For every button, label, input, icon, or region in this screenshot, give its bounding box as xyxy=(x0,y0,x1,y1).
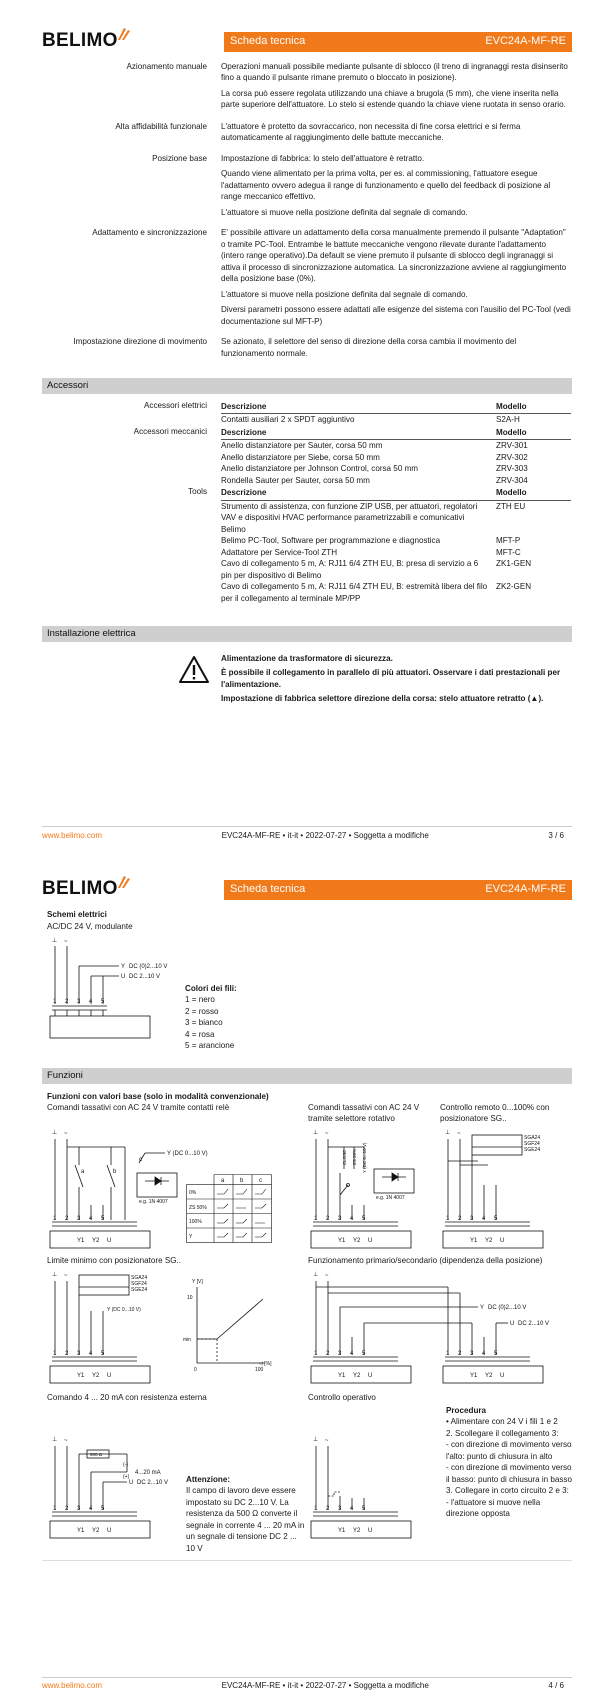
footer-doc: EVC24A-MF-RE • it-it • 2022-07-27 • Soggetta a modifiche xyxy=(221,1681,429,1690)
function-paragraph: E' possibile attivare un adattamento della corsa manualmente premendo il pulsante "Adaptation" o tramite PC-Tool. Entrambe le battute meccaniche vengono rilevate durante l'adattamento (intero range operativo).Da default se viene premuto il pulsante di sblocco degli ingranaggi si attiva il processo di sincronizzazione automatica. La sincronizzazione avviene al raggiungimento della posizione base (0%). xyxy=(221,228,567,284)
svg-text:5: 5 xyxy=(494,1216,498,1222)
svg-text:Y [V]: Y [V] xyxy=(192,1279,203,1285)
svg-text:5: 5 xyxy=(362,1216,366,1222)
procedura-block xyxy=(446,1405,572,1520)
svg-text:4: 4 xyxy=(350,1506,354,1512)
footer-page: 4 / 6 xyxy=(548,1681,564,1690)
svg-text:5: 5 xyxy=(101,999,105,1005)
label-dc-u: DC 2...10 V xyxy=(129,974,161,980)
procedura-step: 3. Collegare in corto circuito 2 e 3: xyxy=(446,1486,569,1496)
accessory-description: Adattatore per Service-Tool ZTH xyxy=(221,547,338,557)
svg-text:5: 5 xyxy=(101,1351,105,1357)
ground-symbol: ⊥ xyxy=(52,938,58,944)
svg-text:~: ~ xyxy=(457,1131,461,1137)
schemi-title: Schemi elettrici xyxy=(47,910,107,919)
colori-title: Colori dei fili: xyxy=(185,984,237,993)
footer-url[interactable]: www.belimo.com xyxy=(42,1681,103,1690)
svg-text:2: 2 xyxy=(458,1351,462,1357)
funzioni-section-header: Funzioni xyxy=(42,1068,572,1084)
label-u: U xyxy=(121,974,126,980)
svg-text:1: 1 xyxy=(53,999,57,1005)
warning-3: Impostazione di fabbrica selettore direzione della corsa: stelo attuatore retratto (▲). xyxy=(221,694,544,704)
warnings-block xyxy=(221,653,571,705)
accessory-model: ZK1-GEN xyxy=(496,559,532,569)
svg-text:2: 2 xyxy=(65,999,69,1005)
function-paragraph: Diversi parametri possono essere adattati alle esigenze del sistema con l'ausilio del PC-Tool (vedi documentazione sul MFT-P) xyxy=(221,305,571,326)
warning-1: Alimentazione da trasformatore di sicurezza. xyxy=(221,654,393,663)
svg-text:2: 2 xyxy=(65,1506,69,1512)
header-model: EVC24A-MF-RE xyxy=(485,883,566,896)
svg-text:SGE24: SGE24 xyxy=(524,1147,541,1153)
wire-color-item: 2 = rosso xyxy=(185,1006,219,1016)
svg-text:~: ~ xyxy=(325,1273,329,1279)
svg-text:CLOSE: CLOSE xyxy=(342,1149,347,1165)
accessori-section-header: Accessori xyxy=(42,378,572,394)
svg-text:(-): (-) xyxy=(123,1462,128,1468)
header-bar xyxy=(224,32,572,52)
svg-text:DC (0)2...10 V: DC (0)2...10 V xyxy=(488,1305,527,1311)
svg-text:U: U xyxy=(368,1373,373,1379)
col-header-modello: Modello xyxy=(496,400,571,414)
accessory-description: Belimo PC-Tool, Software per programmazione e diagnostica xyxy=(221,536,441,546)
function-row-text xyxy=(221,227,571,331)
svg-text:~: ~ xyxy=(325,1131,329,1137)
accessori-group xyxy=(42,486,572,604)
logo-fan-icon xyxy=(116,26,132,40)
svg-text:3: 3 xyxy=(77,1351,81,1357)
svg-text:Y2: Y2 xyxy=(353,1238,361,1244)
caption-master-slave: Funzionamento primario/secondario (dipendenza della posizione) xyxy=(308,1256,543,1265)
svg-text:U: U xyxy=(368,1238,373,1244)
accessory-model: S2A-H xyxy=(496,415,520,425)
procedura-step: - con direzione di movimento verso l'alto: punto di chiusura in alto xyxy=(446,1440,572,1461)
svg-text:a: a xyxy=(81,1169,85,1175)
svg-text:a: a xyxy=(221,1178,225,1184)
function-paragraph: Se azionato, il selettore del senso di direzione della corsa cambia il movimento del funzionamento normale. xyxy=(221,337,517,358)
function-paragraph: L'attuatore si muove nella posizione definita dal segnale di comando. xyxy=(221,289,468,299)
svg-text:~: ~ xyxy=(64,1438,68,1444)
accessory-description: Strumento di assistenza, con funzione ZIP USB, per attuatori, regolatori VAV e dispositivi HVAC performance parametrizzabili e comunicativi Belimo xyxy=(221,501,478,534)
diagram-operativo xyxy=(308,1432,428,1542)
svg-text:4: 4 xyxy=(350,1216,354,1222)
function-row-label: Impostazione direzione di movimento xyxy=(73,337,207,347)
svg-text:Y1: Y1 xyxy=(77,1238,85,1244)
svg-text:1: 1 xyxy=(446,1216,450,1222)
accessory-model: MFT-P xyxy=(496,536,521,546)
svg-text:Y1: Y1 xyxy=(470,1373,478,1379)
function-row xyxy=(42,61,572,115)
svg-text:4...20 mA: 4...20 mA xyxy=(135,1470,161,1476)
svg-text:2: 2 xyxy=(65,1351,69,1357)
procedura-title: Procedura xyxy=(446,1406,487,1415)
function-row xyxy=(42,153,572,222)
col-header-descrizione: Descrizione xyxy=(221,400,496,414)
accessory-description: Anello distanziatore per Johnson Control, corsa 50 mm xyxy=(221,464,419,474)
caption-relay: Comandi tassativi con AC 24 V tramite contatti relè xyxy=(47,1103,230,1112)
caption-operativo: Controllo operativo xyxy=(308,1393,376,1402)
label-y: Y xyxy=(121,964,126,970)
attenzione-block xyxy=(186,1474,306,1554)
attenzione-title: Attenzione: xyxy=(186,1475,231,1484)
function-row xyxy=(42,336,572,363)
svg-text:SGE24: SGE24 xyxy=(131,1287,148,1293)
svg-text:Y2: Y2 xyxy=(92,1238,100,1244)
col-header-descrizione: Descrizione xyxy=(221,426,496,440)
accessory-description: Anello distanziatore per Siebe, corsa 50 mm xyxy=(221,452,380,462)
svg-text:⊥: ⊥ xyxy=(313,1437,319,1443)
belimo-logo: BELIMO xyxy=(42,26,132,50)
accessory-model: MFT-C xyxy=(496,547,521,557)
svg-text:Y1: Y1 xyxy=(77,1528,85,1534)
svg-text:1: 1 xyxy=(314,1351,318,1357)
svg-text:U: U xyxy=(368,1528,373,1534)
accessory-model: ZRV-302 xyxy=(496,452,528,462)
svg-text:b: b xyxy=(113,1169,117,1175)
function-paragraph: L'attuatore si muove nella posizione definita dal segnale di comando. xyxy=(221,207,468,217)
svg-text:Y2: Y2 xyxy=(485,1373,493,1379)
svg-text:Y2: Y2 xyxy=(92,1373,100,1379)
svg-text:1: 1 xyxy=(446,1351,450,1357)
svg-text:4: 4 xyxy=(482,1216,486,1222)
label-dc-y: DC (0)2...10 V xyxy=(129,964,168,970)
diagram-rule xyxy=(42,1560,572,1561)
footer-doc: EVC24A-MF-RE • it-it • 2022-07-27 • Soggetta a modifiche xyxy=(221,831,429,840)
svg-text:Y1: Y1 xyxy=(338,1238,346,1244)
caption-rotary: Comandi tassativi con AC 24 V tramite selettore rotativo xyxy=(308,1103,420,1124)
svg-text:U: U xyxy=(129,1480,134,1486)
function-paragraph: Impostazione di fabbrica: lo stelo dell'attuatore è retratto. xyxy=(221,153,425,163)
function-paragraph: La corsa può essere regolata utilizzando una chiave a brugola (5 mm), che viene inserita nella parte superiore dell'attuatore. Lo stelo si estende quando la chiave viene ruotata in senso orario. xyxy=(221,88,566,110)
accessory-model: ZK2-GEN xyxy=(496,582,532,592)
accessori-group xyxy=(42,400,572,426)
svg-text:Y2: Y2 xyxy=(92,1528,100,1534)
svg-text:U: U xyxy=(107,1238,112,1244)
accessory-model: ZRV-303 xyxy=(496,464,528,474)
svg-text:⊥: ⊥ xyxy=(445,1130,451,1136)
svg-text:3: 3 xyxy=(470,1216,474,1222)
svg-text:DC 2...10 V: DC 2...10 V xyxy=(137,1480,169,1486)
svg-text:4: 4 xyxy=(89,1216,93,1222)
svg-text:2: 2 xyxy=(326,1506,330,1512)
svg-text:~: ~ xyxy=(325,1438,329,1444)
svg-text:e.g. 1N 4007: e.g. 1N 4007 xyxy=(376,1195,405,1201)
svg-text:(+): (+) xyxy=(123,1474,130,1480)
svg-text:5: 5 xyxy=(362,1351,366,1357)
footer-page4 xyxy=(42,1680,564,1691)
col-header-descrizione: Descrizione xyxy=(221,486,496,500)
function-row-text xyxy=(221,61,571,115)
footer-page3 xyxy=(42,830,564,841)
diagram-master-slave xyxy=(308,1267,572,1387)
caption-min-limit: Limite minimo con posizionatore SG.. xyxy=(47,1256,182,1265)
belimo-logo-p4: BELIMO xyxy=(42,874,132,898)
accessory-model: ZTH EU xyxy=(496,501,526,511)
warning-2: È possibile il collegamento in parallelo di più attuatori. Osservare i dati prestazionali per l'alimentazione. xyxy=(221,668,561,689)
procedura-step: - con direzione di movimento verso il basso: punto di chiusura in basso xyxy=(446,1463,572,1484)
function-row-text xyxy=(221,121,571,148)
svg-text:⊥: ⊥ xyxy=(52,1437,58,1443)
caption-remote: Controllo remoto 0...100% con posizionatore SG.. xyxy=(440,1103,550,1124)
svg-text:⊥: ⊥ xyxy=(52,1130,58,1136)
svg-text:3: 3 xyxy=(338,1506,342,1512)
attenzione-text: Il campo di lavoro deve essere impostato su DC 2...10 V. La resistenza da 500 Ω converte il segnale in corrente 4 ... 20 mA in un segnale di tensione DC 2 ... 10 V xyxy=(186,1486,305,1553)
col-header-modello: Modello xyxy=(496,486,571,500)
svg-text:Y2: Y2 xyxy=(485,1238,493,1244)
svg-text:2: 2 xyxy=(458,1216,462,1222)
svg-text:b: b xyxy=(240,1178,244,1184)
svg-text:Y1: Y1 xyxy=(470,1238,478,1244)
svg-text:SGA24: SGA24 xyxy=(131,1275,148,1281)
svg-text:⊥: ⊥ xyxy=(52,1272,58,1278)
diagram-rotary xyxy=(308,1125,433,1250)
procedura-step: • Alimentare con 24 V i fili 1 e 2 xyxy=(446,1417,558,1427)
function-row-label: Posizione base xyxy=(152,153,207,163)
svg-text:1: 1 xyxy=(53,1351,57,1357)
svg-text:U: U xyxy=(500,1238,505,1244)
svg-text:1: 1 xyxy=(314,1506,318,1512)
accessory-description: Cavo di collegamento 5 m, A: RJ11 6/4 ZTH EU, B: estremità libera del filo per il collegamento al terminale MP/PP xyxy=(221,582,488,603)
svg-text:3: 3 xyxy=(470,1351,474,1357)
function-row-text xyxy=(221,153,571,222)
procedura-step: - l'attuatore si muove nella direzione opposta xyxy=(446,1497,541,1519)
funz-base-title: Funzioni con valori base (solo in modalità convenzionale) xyxy=(47,1092,269,1101)
svg-text:ZS 50%: ZS 50% xyxy=(352,1148,357,1165)
svg-text:3: 3 xyxy=(77,999,81,1005)
footer-rule xyxy=(42,826,572,827)
truth-table xyxy=(186,1174,272,1244)
warning-icon xyxy=(178,655,210,684)
svg-text:100%: 100% xyxy=(189,1219,202,1225)
svg-text:⊥: ⊥ xyxy=(313,1272,319,1278)
svg-text:5: 5 xyxy=(101,1216,105,1222)
accessory-description: Rondella Sauter per Sauter, corsa 50 mm xyxy=(221,475,370,485)
svg-text:Y: Y xyxy=(480,1305,485,1311)
svg-text:1: 1 xyxy=(53,1506,57,1512)
logo-fan-icon xyxy=(116,874,132,888)
svg-text:2: 2 xyxy=(326,1216,330,1222)
accessori-table xyxy=(42,400,572,604)
function-paragraph: Operazioni manuali possibile mediante pulsante di sblocco (il treno di ingranaggi resta disinserito fino a quando il pulsante rimane premuto o bloccato in posizione). xyxy=(221,62,568,83)
footer-url[interactable]: www.belimo.com xyxy=(42,831,103,840)
svg-text:min: min xyxy=(183,1337,192,1343)
accessori-group-label: Accessori elettrici xyxy=(144,401,207,410)
accessori-table-body xyxy=(221,400,571,426)
svg-text:ZS 50%: ZS 50% xyxy=(189,1205,207,1211)
wire-color-item: 5 = arancione xyxy=(185,1041,235,1051)
function-paragraph: Quando viene alimentato per la prima volta, per es. al commissioning, l'attuatore esegue l'adattamento ovvero adegua il range di funzionamento e quello del feedback di posizione al range meccanico effettivo. xyxy=(221,169,551,202)
svg-text:c: c xyxy=(139,1157,142,1163)
svg-text:0: 0 xyxy=(194,1367,197,1373)
header-title: Scheda tecnica xyxy=(230,35,306,48)
svg-text:⊥: ⊥ xyxy=(313,1130,319,1136)
function-row-label: Alta affidabilità funzionale xyxy=(115,121,207,131)
main-wiring-diagram xyxy=(47,934,187,1052)
svg-text:2: 2 xyxy=(65,1216,69,1222)
svg-text:500 Ω: 500 Ω xyxy=(90,1452,103,1457)
function-row xyxy=(42,227,572,331)
header-title: Scheda tecnica xyxy=(230,883,306,896)
svg-text:3: 3 xyxy=(77,1506,81,1512)
svg-text:4: 4 xyxy=(89,1506,93,1512)
svg-text:3: 3 xyxy=(338,1216,342,1222)
accessory-model: ZRV-304 xyxy=(496,475,528,485)
svg-text:U: U xyxy=(500,1373,505,1379)
svg-text:DC 2...10 V: DC 2...10 V xyxy=(518,1321,550,1327)
accessory-model: ZRV-301 xyxy=(496,441,528,451)
accessori-group-label: Tools xyxy=(188,487,207,497)
accessori-table-body xyxy=(221,486,571,604)
function-paragraph: L'attuatore è protetto da sovraccarico, non necessita di fine corsa elettrici e si ferma automaticamente al raggiungimento delle battute meccaniche. xyxy=(221,121,521,143)
svg-text:~: ~ xyxy=(64,1273,68,1279)
footer-rule-p4 xyxy=(42,1677,572,1678)
svg-text:4: 4 xyxy=(89,999,93,1005)
svg-text:Y: Y xyxy=(189,1234,193,1240)
header-model: EVC24A-MF-RE xyxy=(485,35,566,48)
wire-color-item: 1 = nero xyxy=(185,995,215,1005)
accessory-description: Contatti ausiliari 2 x SPDT aggiuntivo xyxy=(221,415,355,425)
svg-text:0%: 0% xyxy=(189,1190,197,1196)
footer-page: 3 / 6 xyxy=(548,831,564,840)
svg-text:5: 5 xyxy=(494,1351,498,1357)
svg-text:5: 5 xyxy=(362,1506,366,1512)
accessori-group xyxy=(42,426,572,486)
svg-text:SGF24: SGF24 xyxy=(524,1141,540,1147)
svg-text:3: 3 xyxy=(77,1216,81,1222)
wire-color-item: 4 = rosa xyxy=(185,1029,215,1039)
accessory-description: Cavo di collegamento 5 m, A: RJ11 6/4 ZTH EU, B: presa di servizio a 6 pin per dispositivo di Belimo xyxy=(221,559,479,580)
svg-text:Y1: Y1 xyxy=(338,1528,346,1534)
svg-text:c: c xyxy=(259,1178,262,1184)
svg-text:100: 100 xyxy=(255,1367,264,1373)
schemi-subtitle: AC/DC 24 V, modulante xyxy=(47,922,133,931)
svg-text:◁ [%]: ◁ [%] xyxy=(259,1361,272,1367)
svg-text:5: 5 xyxy=(101,1506,105,1512)
colori-block xyxy=(185,983,237,1052)
accessori-group-label: Accessori meccanici xyxy=(133,426,207,436)
label-ydc-relay: Y (DC 0...10 V) xyxy=(167,1151,208,1157)
function-row-label: Azionamento manuale xyxy=(126,62,207,71)
accessori-table-body xyxy=(221,426,571,486)
svg-text:Y1: Y1 xyxy=(338,1373,346,1379)
function-row xyxy=(42,121,572,148)
svg-text:U: U xyxy=(510,1321,515,1327)
svg-text:10: 10 xyxy=(187,1295,193,1301)
svg-text:U: U xyxy=(107,1373,112,1379)
accessory-description: Anello distanziatore per Sauter, corsa 50 mm xyxy=(221,441,383,451)
svg-text:1: 1 xyxy=(53,1216,57,1222)
svg-text:SGF24: SGF24 xyxy=(131,1281,147,1287)
col-header-modello: Modello xyxy=(496,426,571,440)
svg-text:4: 4 xyxy=(89,1351,93,1357)
svg-text:4: 4 xyxy=(350,1351,354,1357)
diagram-min-limit xyxy=(47,1267,277,1387)
svg-text:U: U xyxy=(107,1528,112,1534)
function-rows xyxy=(42,61,572,365)
header-bar-p4 xyxy=(224,880,572,900)
svg-text:3: 3 xyxy=(338,1351,342,1357)
label-diode: e.g. 1N 4007 xyxy=(139,1199,168,1205)
svg-text:Y (DC 0...10 V): Y (DC 0...10 V) xyxy=(362,1142,367,1173)
svg-text:Y2: Y2 xyxy=(353,1373,361,1379)
diagram-remote xyxy=(440,1125,572,1250)
installazione-section-header: Installazione elettrica xyxy=(42,626,572,642)
caption-4-20ma: Comando 4 ... 20 mA con resistenza esterna xyxy=(47,1393,207,1402)
svg-text:2: 2 xyxy=(326,1351,330,1357)
function-row-label: Adattamento e sincronizzazione xyxy=(92,228,207,238)
ac-symbol: ~ xyxy=(64,939,68,945)
svg-text:Y1: Y1 xyxy=(77,1373,85,1379)
svg-text:Y2: Y2 xyxy=(353,1528,361,1534)
diagram-4-20ma xyxy=(47,1432,187,1542)
svg-text:~: ~ xyxy=(64,1131,68,1137)
wire-color-item: 3 = bianco xyxy=(185,1018,223,1028)
function-row-text xyxy=(221,336,571,363)
procedura-step: 2. Scollegare il collegamento 3: xyxy=(446,1428,559,1438)
svg-text:1: 1 xyxy=(314,1216,318,1222)
svg-text:SGA24: SGA24 xyxy=(524,1135,541,1141)
svg-text:4: 4 xyxy=(482,1351,486,1357)
svg-text:Y (DC 0...10 V): Y (DC 0...10 V) xyxy=(107,1307,141,1313)
